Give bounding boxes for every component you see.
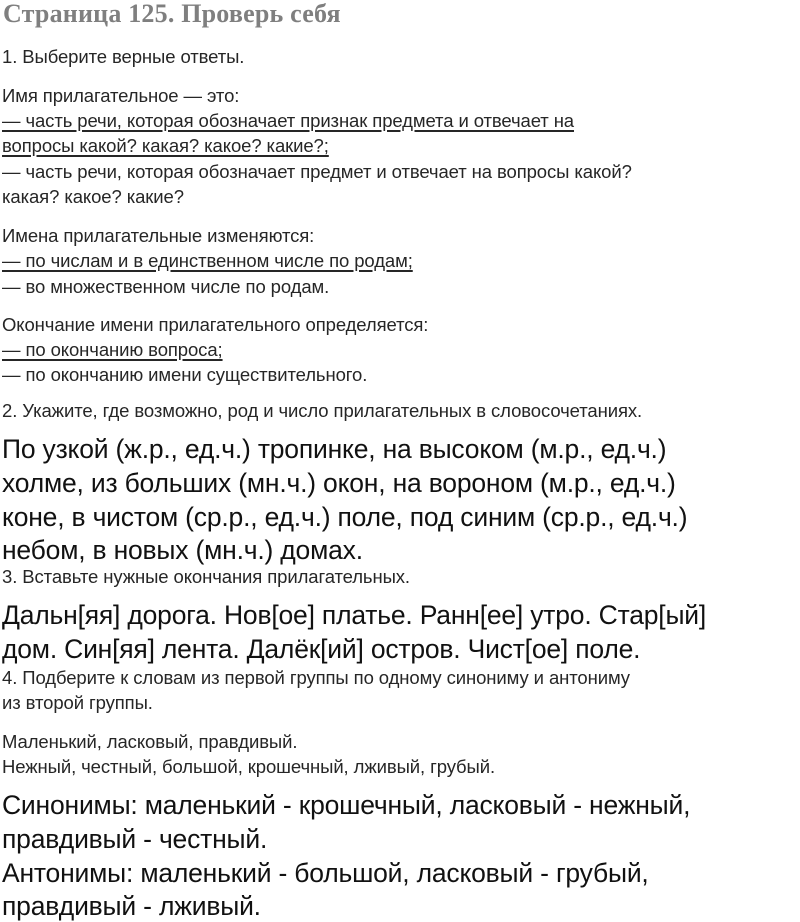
task1-q2-correct-option: — по числам и в единственном числе по родам; (2, 250, 413, 271)
task2-answer-line: холме, из больших (мн.ч.) окон, на вороном (м.р., ед.ч.) (2, 468, 676, 498)
task1-q1-question: Имя прилагательное — это: (2, 85, 240, 106)
task4-heading-line1: 4. Подберите к словам из первой группы по одному синониму и антониму (2, 667, 630, 688)
task3-answer-line: Дальн[яя] дорога. Нов[ое] платье. Ранн[ее] утро. Стар[ый] (2, 600, 707, 630)
task4-answer-line: Синонимы: маленький - крошечный, ласковый - нежный, (2, 790, 691, 820)
task1-q3-question: Окончание имени прилагательного определяется: (2, 314, 429, 335)
task4-answer-line: правдивый - честный. (2, 824, 268, 854)
task1-heading: 1. Выберите верные ответы. (2, 46, 245, 67)
task1-q1-correct-option-line1: — часть речи, которая обозначает признак предмета и отвечает на (2, 110, 574, 131)
task1-q1-option2-line1: — часть речи, которая обозначает предмет и отвечает на вопросы какой? (2, 161, 632, 182)
task1-q3-option2: — по окончанию имени существительного. (2, 364, 368, 385)
task2-answer-line: небом, в новых (мн.ч.) домах. (2, 535, 363, 565)
task4-group1-words: Маленький, ласковый, правдивый. (2, 731, 298, 752)
task4-group2-words: Нежный, честный, большой, крошечный, лживый, грубый. (2, 756, 496, 777)
task1-q1-correct-option-line2: вопросы какой? какая? какое? какие?; (2, 135, 329, 156)
task2-answer-line: По узкой (ж.р., ед.ч.) тропинке, на высоком (м.р., ед.ч.) (2, 434, 667, 464)
task1-q1-option2-line2: какая? какое? какие? (2, 186, 184, 207)
page-title: Страница 125. Проверь себя (3, 0, 341, 28)
task1-q2-question: Имена прилагательные изменяются: (2, 225, 315, 246)
task2-answer-line: коне, в чистом (ср.р., ед.ч.) поле, под синим (ср.р., ед.ч.) (2, 502, 688, 532)
task2-heading: 2. Укажите, где возможно, род и число прилагательных в словосочетаниях. (2, 400, 643, 421)
task1-q3-correct-option: — по окончанию вопроса; (2, 339, 223, 360)
task4-heading-line2: из второй группы. (2, 692, 153, 713)
task1-q2-option2: — во множественном числе по родам. (2, 276, 330, 297)
task3-answer-line: дом. Син[яя] лента. Далёк[ий] остров. Чист[ое] поле. (2, 634, 641, 664)
task4-answer-line: правдивый - лживый. (2, 891, 261, 921)
task4-answer-line: Антонимы: маленький - большой, ласковый - грубый, (2, 858, 649, 888)
task3-heading: 3. Вставьте нужные окончания прилагательных. (2, 566, 410, 587)
